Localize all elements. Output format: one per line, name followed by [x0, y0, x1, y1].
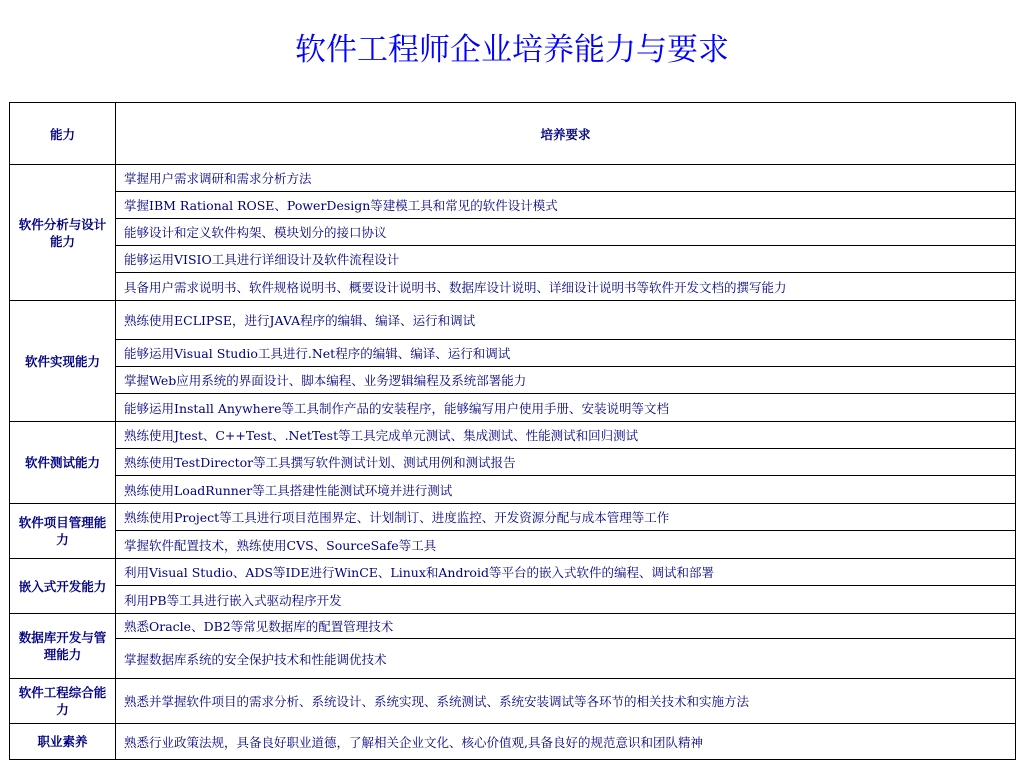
ability-cell: 数据库开发与管理能力	[10, 614, 116, 679]
requirement-cell: 掌握软件配置技术，熟练使用CVS、SourceSafe等工具	[116, 531, 1016, 559]
requirement-cell: 掌握用户需求调研和需求分析方法	[116, 165, 1016, 192]
requirement-cell: 熟练使用LoadRunner等工具搭建性能测试环境并进行测试	[116, 476, 1016, 504]
requirement-cell: 熟练使用ECLIPSE，进行JAVA程序的编辑、编译、运行和调试	[116, 301, 1016, 340]
page-title: 软件工程师企业培养能力与要求	[295, 32, 729, 68]
table-row	[10, 192, 1016, 219]
requirement-cell: 熟悉行业政策法规，具备良好职业道德，了解相关企业文化、核心价值观,具备良好的规范意识和团队精神	[116, 724, 1016, 760]
requirements-table	[9, 102, 1016, 760]
requirement-cell: 能够设计和定义软件构架、模块划分的接口协议	[116, 219, 1016, 246]
table-row	[10, 559, 1016, 586]
header-requirement: 培养要求	[116, 103, 1016, 165]
requirement-cell: 熟练使用Jtest、C++Test、.NetTest等工具完成单元测试、集成测试、性能测试和回归测试	[116, 422, 1016, 449]
header-ability: 能力	[10, 103, 116, 165]
requirement-cell: 能够运用VISIO工具进行详细设计及软件流程设计	[116, 246, 1016, 273]
table-row	[10, 394, 1016, 422]
ability-cell: 软件分析与设计能力	[10, 165, 116, 301]
table-row	[10, 246, 1016, 273]
requirement-cell: 能够运用Visual Studio工具进行.Net程序的编辑、编译、运行和调试	[116, 340, 1016, 367]
table-row	[10, 531, 1016, 559]
ability-cell: 软件工程综合能力	[10, 679, 116, 724]
requirement-cell: 利用PB等工具进行嵌入式驱动程序开发	[116, 586, 1016, 614]
table-row	[10, 679, 1016, 724]
table-row	[10, 724, 1016, 760]
table-row	[10, 340, 1016, 367]
table-row	[10, 422, 1016, 449]
table-row	[10, 165, 1016, 192]
ability-cell: 嵌入式开发能力	[10, 559, 116, 614]
requirement-cell: 利用Visual Studio、ADS等IDE进行WinCE、Linux和Android等平台的嵌入式软件的编程、调试和部署	[116, 559, 1016, 586]
table-row	[10, 219, 1016, 246]
table-row	[10, 639, 1016, 679]
table-header-row	[10, 103, 1016, 165]
table-row	[10, 273, 1016, 301]
requirement-cell: 能够运用Install Anywhere等工具制作产品的安装程序，能够编写用户使用手册、安装说明等文档	[116, 394, 1016, 422]
requirement-cell: 掌握数据库系统的安全保护技术和性能调优技术	[116, 639, 1016, 679]
table-row	[10, 476, 1016, 504]
table-row	[10, 301, 1016, 340]
table-row	[10, 614, 1016, 639]
table-row	[10, 504, 1016, 531]
requirement-cell: 熟悉并掌握软件项目的需求分析、系统设计、系统实现、系统测试、系统安装调试等各环节的相关技术和实施方法	[116, 679, 1016, 724]
requirement-cell: 熟练使用TestDirector等工具撰写软件测试计划、测试用例和测试报告	[116, 449, 1016, 476]
ability-cell: 软件项目管理能力	[10, 504, 116, 559]
table-row	[10, 586, 1016, 614]
table-row	[10, 367, 1016, 394]
requirement-cell: 熟练使用Project等工具进行项目范围界定、计划制订、进度监控、开发资源分配与成本管理等工作	[116, 504, 1016, 531]
requirement-cell: 具备用户需求说明书、软件规格说明书、概要设计说明书、数据库设计说明、详细设计说明书等软件开发文档的撰写能力	[116, 273, 1016, 301]
ability-cell: 职业素养	[10, 724, 116, 760]
ability-cell: 软件测试能力	[10, 422, 116, 504]
requirement-cell: 熟悉Oracle、DB2等常见数据库的配置管理技术	[116, 614, 1016, 639]
ability-cell: 软件实现能力	[10, 301, 116, 422]
requirement-cell: 掌握Web应用系统的界面设计、脚本编程、业务逻辑编程及系统部署能力	[116, 367, 1016, 394]
requirement-cell: 掌握IBM Rational ROSE、PowerDesign等建模工具和常见的软件设计模式	[116, 192, 1016, 219]
table-row	[10, 449, 1016, 476]
